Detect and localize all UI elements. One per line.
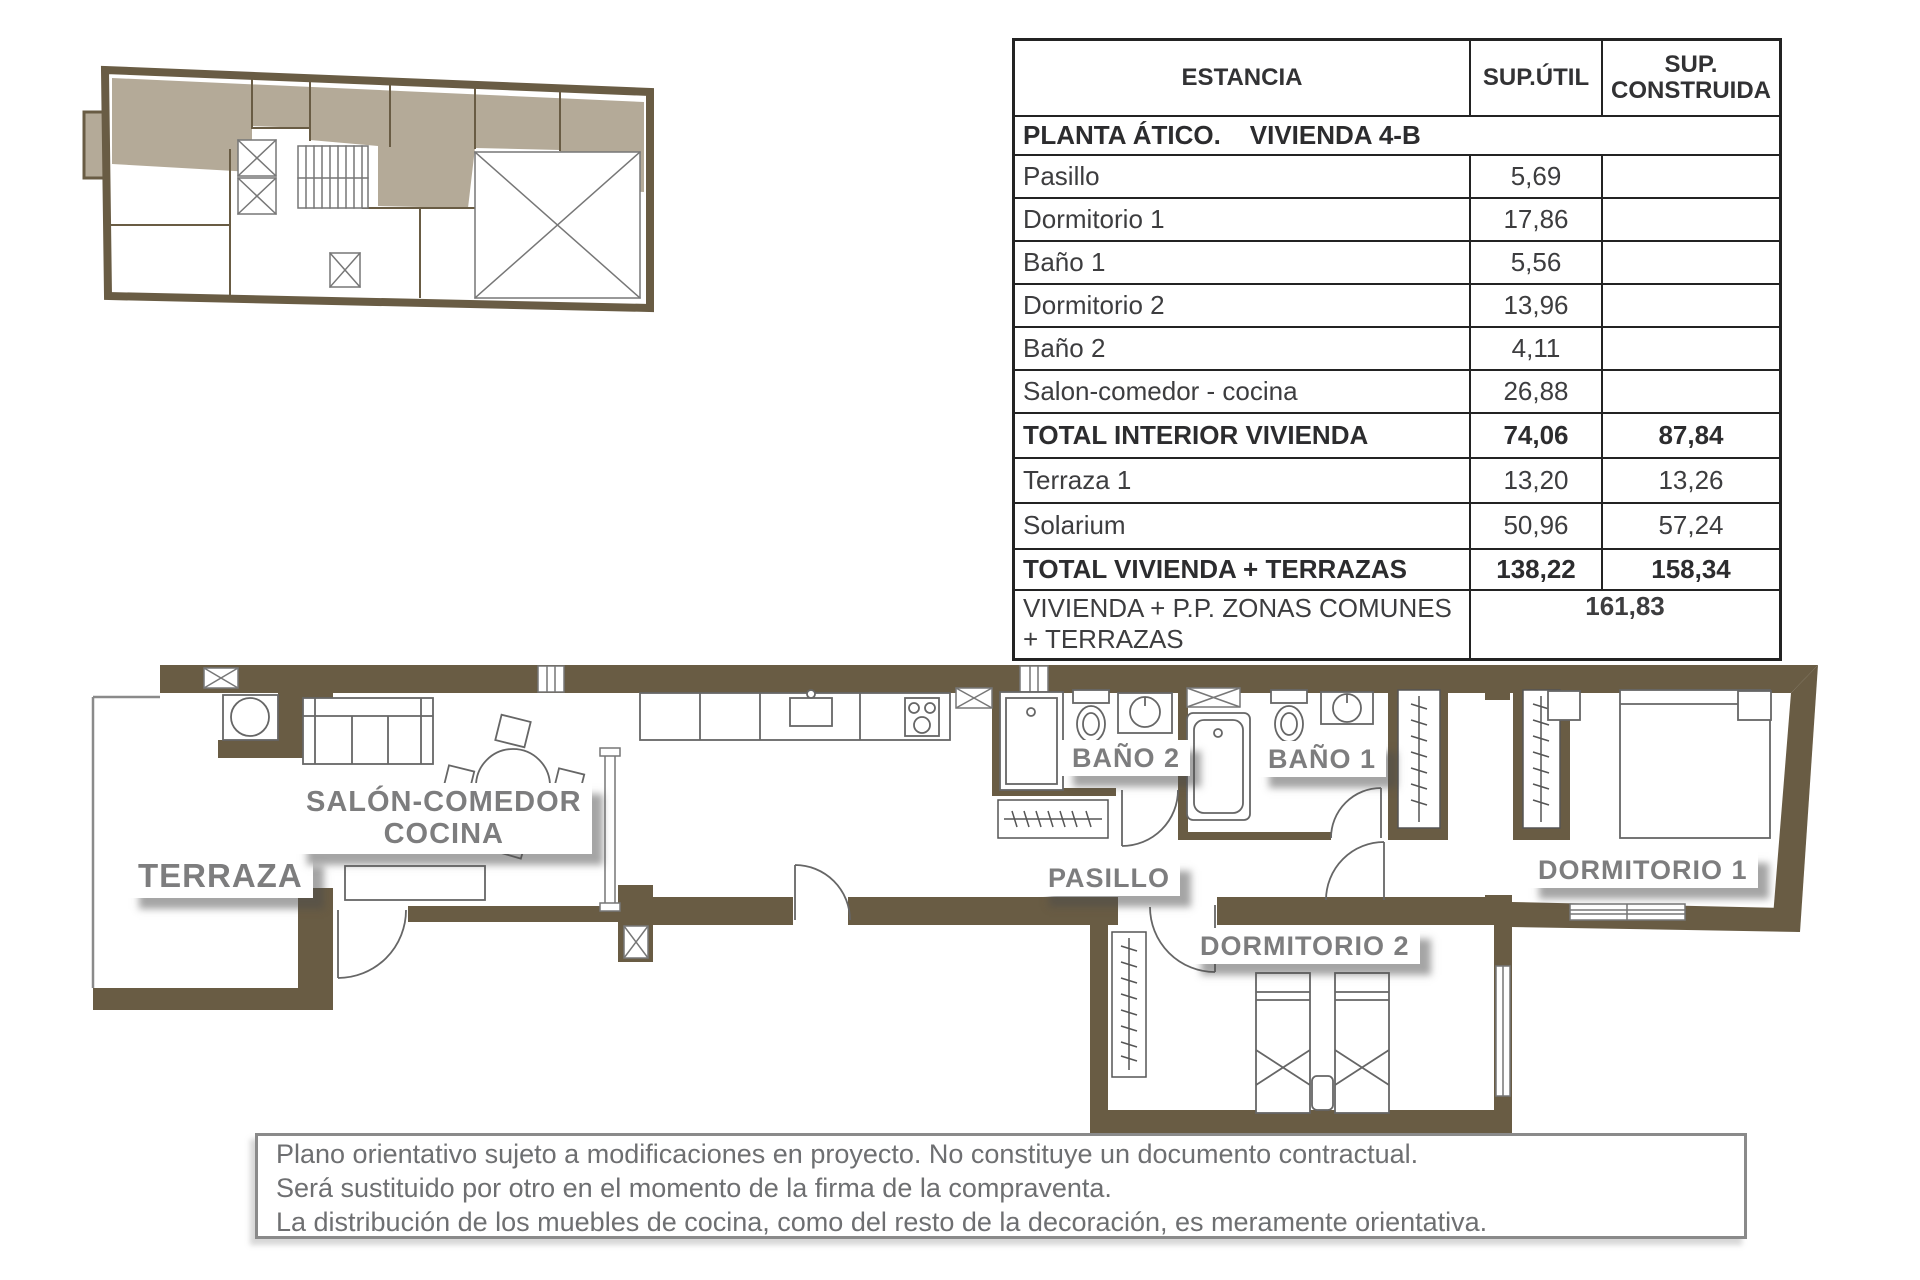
door-entrance [795,865,850,920]
wall-bottom-3 [1217,897,1512,925]
label-bano2: BAÑO 2 [1062,740,1190,776]
window-top-1 [538,666,564,692]
toilet2-tank [1073,690,1109,703]
room-name: Dormitorio 1 [1014,198,1471,241]
wall-bottom-2 [848,897,1118,925]
section-title: PLANTA ÁTICO. VIVIENDA 4-B [1014,116,1781,155]
table-row [1014,370,1781,413]
door-bano1 [1331,788,1381,838]
label-dormitorio2: DORMITORIO 2 [1190,928,1420,964]
table-row [1014,284,1781,327]
col-header-sup-construida: SUP. CONSTRUIDA [1602,40,1781,116]
wall-kitchen-bano2 [992,688,1000,793]
room-util: 26,88 [1470,370,1602,413]
toilet1-tank [1271,690,1307,703]
wall-bottom-1 [653,897,793,925]
room-construida [1602,241,1781,284]
section-row [1014,116,1781,155]
room-util: 5,69 [1470,155,1602,198]
final-value: 161,83 [1470,590,1781,660]
single-bed-1-icon [1256,973,1310,1113]
table-row [1014,503,1781,549]
wall-bottom-salon [408,906,618,922]
room-construida [1602,198,1781,241]
table-row [1014,155,1781,198]
sofa-icon [303,698,433,764]
nightstand-dorm2-icon [1312,1076,1333,1110]
key-plan [84,70,650,308]
terraza-edge-lines [93,697,160,988]
total-construida: 158,34 [1602,549,1781,590]
single-bed-2-icon [1335,973,1389,1113]
kitchen-sink-icon [790,698,832,726]
label-dormitorio1: DORMITORIO 1 [1528,852,1758,888]
total-label: TOTAL VIVIENDA + TERRAZAS [1014,549,1471,590]
disclaimer-line1: Plano orientativo sujeto a modificaciones en proyecto. No constituye un documento contractual. [276,1139,1419,1169]
total-util: 138,22 [1470,549,1602,590]
table-row [1014,198,1781,241]
wall-bano1-bottom [1188,832,1331,840]
total-label: TOTAL INTERIOR VIVIENDA [1014,413,1471,458]
washing-machine-icon [223,695,278,740]
room-util: 17,86 [1470,198,1602,241]
room-construida: 13,26 [1602,458,1781,503]
room-name: Terraza 1 [1014,458,1471,503]
room-construida [1602,284,1781,327]
door-dorm1 [1326,842,1384,900]
area-table [1012,38,1782,661]
patio-shaft-icon [475,152,640,298]
sideboard-icon [345,866,485,900]
total-construida: 87,84 [1602,413,1781,458]
room-name: Baño 2 [1014,327,1471,370]
room-construida: 57,24 [1602,503,1781,549]
nightstand-right-icon [1738,691,1771,720]
room-name: Dormitorio 2 [1014,284,1471,327]
room-util: 13,20 [1470,458,1602,503]
final-row [1014,590,1781,660]
room-name: Solarium [1014,503,1471,549]
table-row [1014,327,1781,370]
disclaimer-box [255,1133,1747,1239]
col-header-estancia: ESTANCIA [1014,40,1471,116]
label-bano1: BAÑO 1 [1258,741,1386,777]
wall-terraza-bottom [93,988,333,1010]
room-construida [1602,327,1781,370]
room-name: Baño 1 [1014,241,1471,284]
room-util: 5,56 [1470,241,1602,284]
label-salon [296,783,592,854]
label-terraza: TERRAZA [128,855,313,898]
nightstand-left-icon [1548,691,1580,720]
total-interior-row [1014,413,1781,458]
stair-icon [298,146,368,208]
wall-dorm2-left [1090,897,1108,1135]
wall-right [1772,665,1818,932]
label-salon-line1: SALÓN-COMEDOR [306,786,582,818]
room-construida [1602,370,1781,413]
col-header-sup-util: SUP.ÚTIL [1470,40,1602,116]
disclaimer-line3: La distribución de los muebles de cocina, como del resto de la decoración, es meramente orientativa. [276,1207,1488,1237]
room-util: 4,11 [1470,327,1602,370]
wall-bano1-right [1388,688,1398,840]
label-salon-line2: COCINA [383,818,504,851]
total-util: 74,06 [1470,413,1602,458]
glass-slider [605,755,615,905]
room-name: Pasillo [1014,155,1471,198]
final-label: VIVIENDA + P.P. ZONAS COMUNES + TERRAZAS [1014,590,1471,660]
door-terraza [338,910,406,978]
kitchen-counter [640,690,950,740]
disclaimer-line2: Será sustituido por otro en el momento de la firma de la compraventa. [276,1173,1112,1203]
label-pasillo: PASILLO [1038,860,1180,896]
total-vivienda-row [1014,549,1781,590]
room-name: Salon-comedor - cocina [1014,370,1471,413]
table-header-row [1014,40,1781,116]
room-construida [1602,155,1781,198]
table-row [1014,241,1781,284]
main-floor-plan [93,665,1818,1135]
room-util: 13,96 [1470,284,1602,327]
wall-terraza-right [298,888,333,988]
window-top-2 [1020,666,1048,692]
table-row [1014,458,1781,503]
room-util: 50,96 [1470,503,1602,549]
door-bano2 [1122,790,1178,846]
